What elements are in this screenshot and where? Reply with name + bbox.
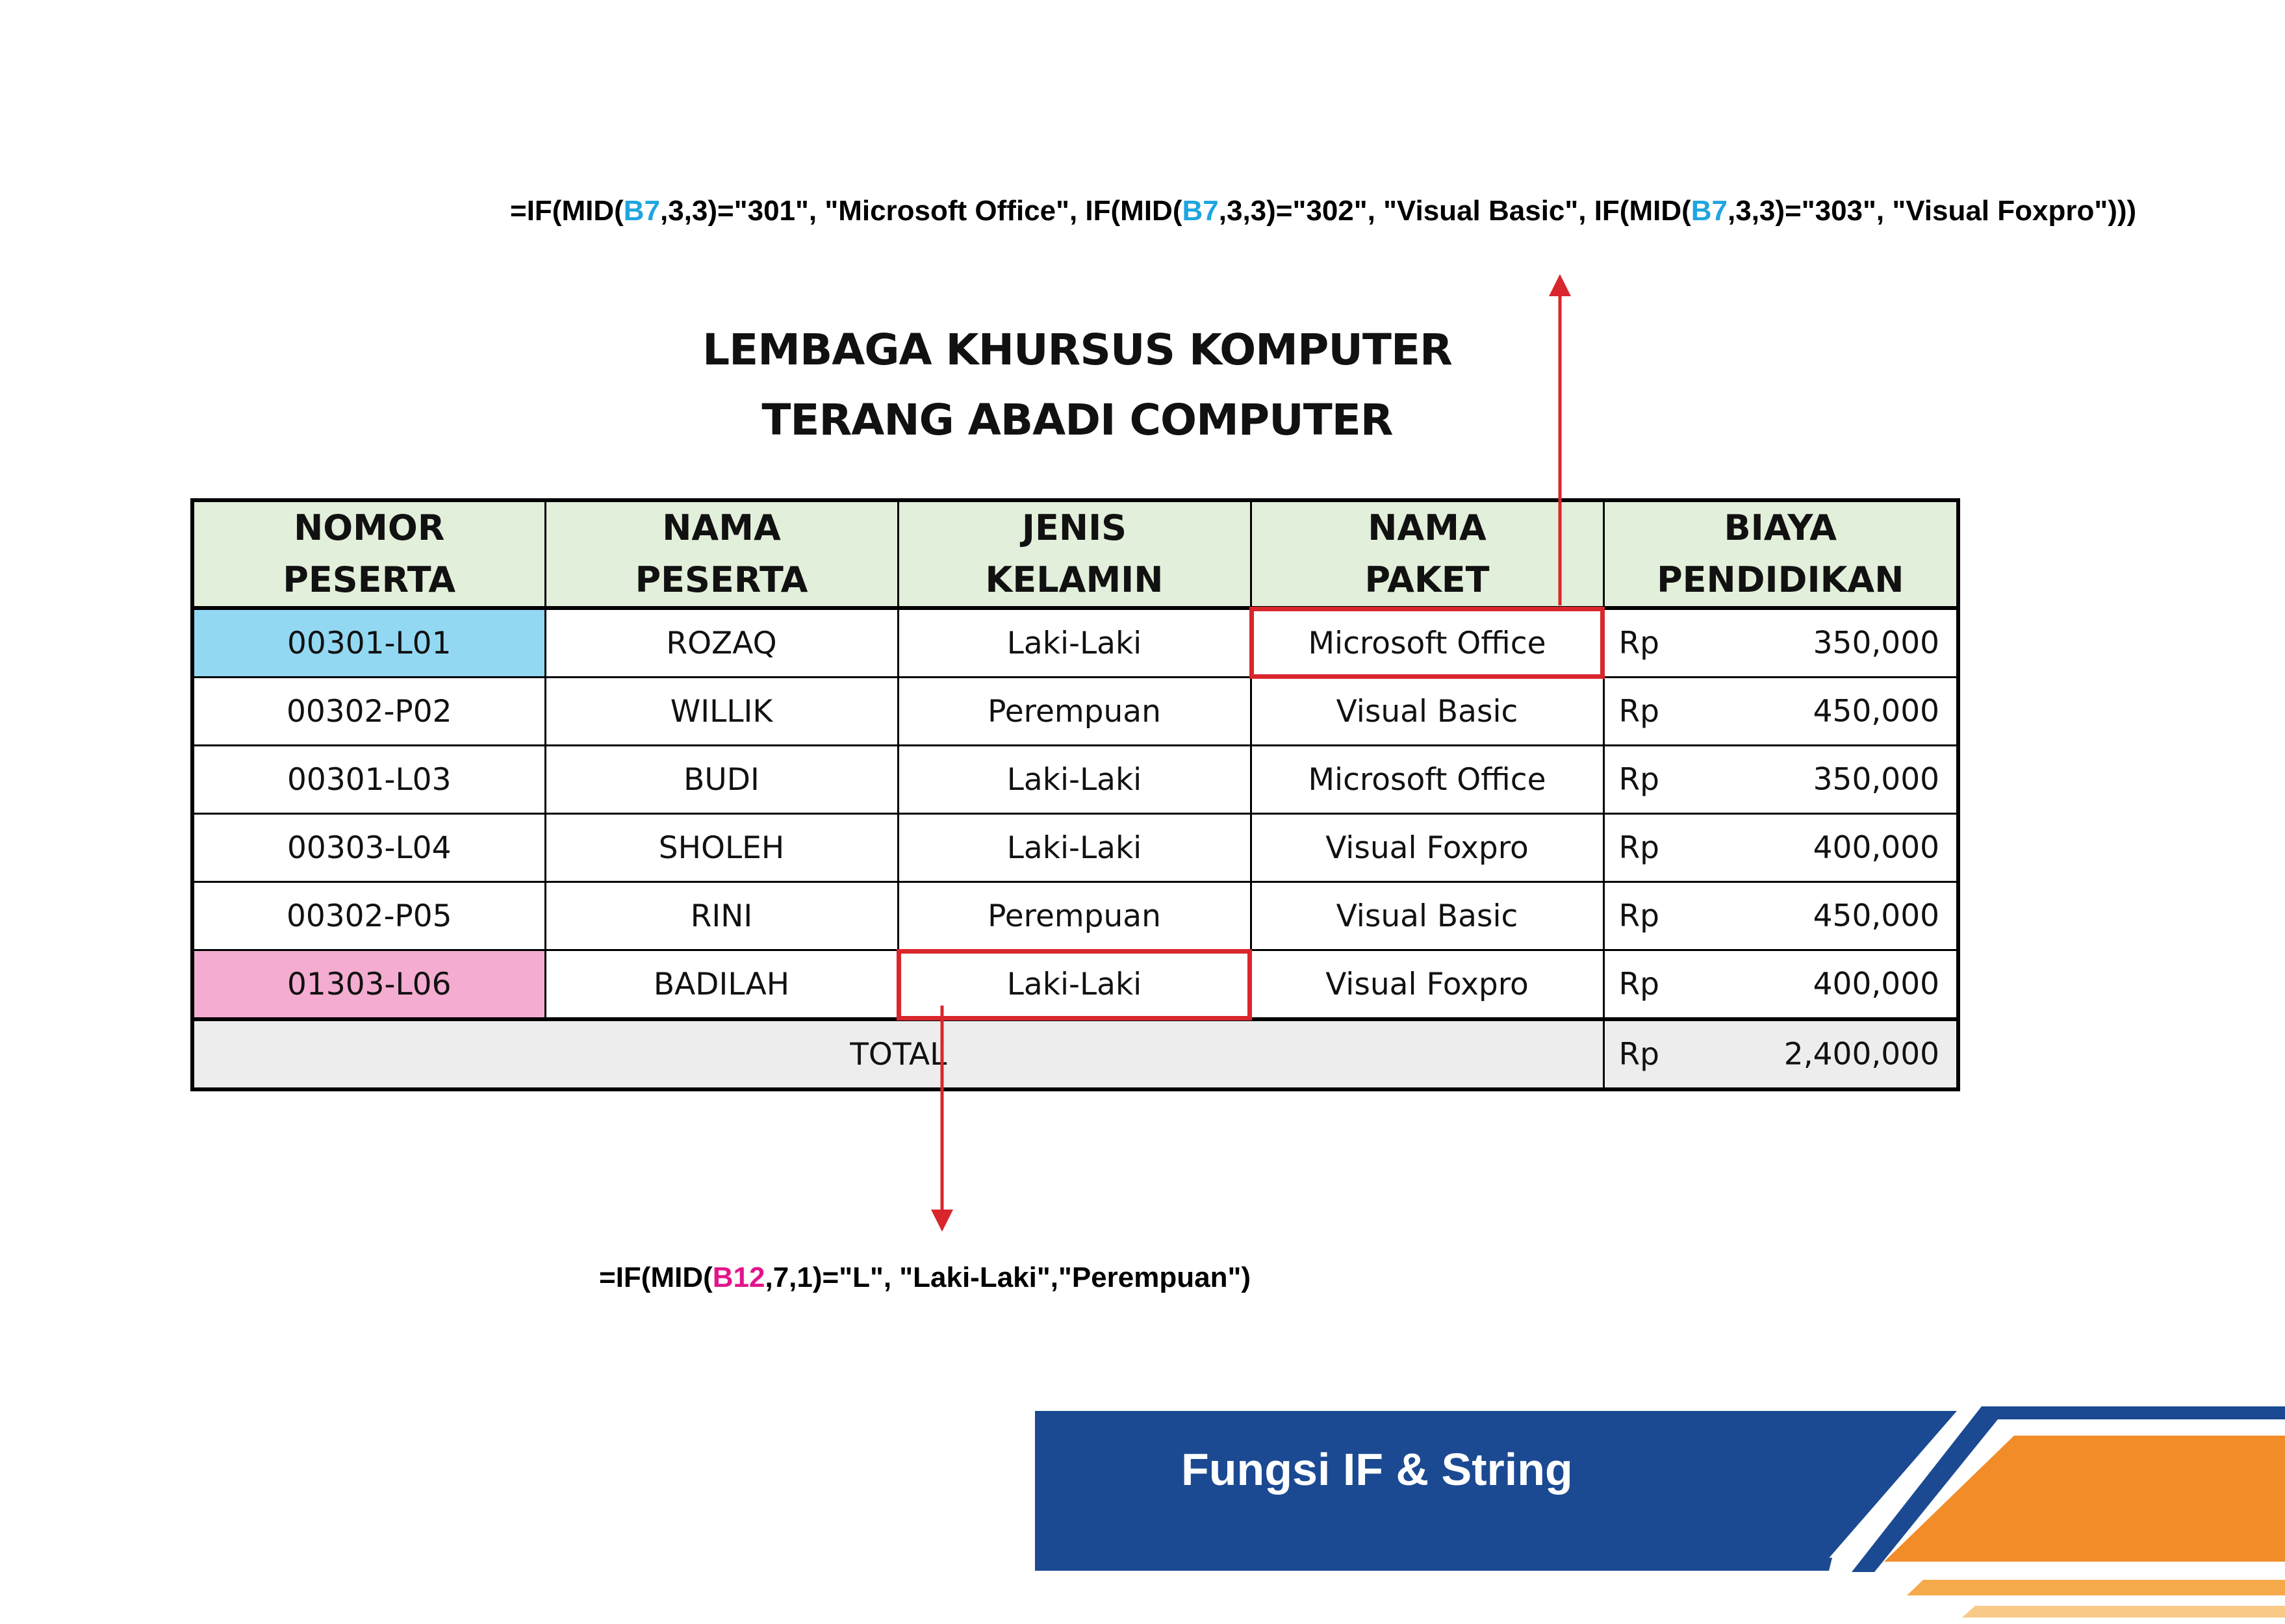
amount-value: 400,000 — [1813, 966, 1939, 1002]
amount-value: 450,000 — [1813, 898, 1939, 934]
cell-nama[interactable]: BADILAH — [545, 950, 898, 1020]
header-nama-peserta: NAMA PESERTA — [545, 500, 898, 608]
formula-top-part4: ,3,3)="303", "Visual Foxpro"))) — [1728, 195, 2137, 227]
cell-kelamin[interactable]: Laki-Laki — [898, 608, 1251, 678]
cell-paket[interactable]: Visual Basic — [1251, 882, 1603, 950]
total-label[interactable]: TOTAL — [192, 1019, 1603, 1089]
currency-label: Rp — [1618, 966, 1659, 1002]
currency-label: Rp — [1618, 830, 1659, 866]
header-nomor-peserta: NOMOR PESERTA — [192, 500, 545, 608]
cell-paket[interactable]: Visual Foxpro — [1251, 814, 1603, 882]
formula-bottom-part1: =IF(MID( — [599, 1262, 713, 1293]
header-biaya-pendidikan: BIAYA PENDIDIKAN — [1603, 500, 1958, 608]
cell-kelamin[interactable]: Perempuan — [898, 678, 1251, 746]
footer-orange-stripe-1 — [1907, 1580, 2285, 1595]
cell-nama[interactable]: BUDI — [545, 746, 898, 814]
cell-paket[interactable]: Visual Basic — [1251, 678, 1603, 746]
total-amount-value: 2,400,000 — [1783, 1036, 1939, 1072]
cell-nama[interactable]: ROZAQ — [545, 608, 898, 678]
cell-nama[interactable]: RINI — [545, 882, 898, 950]
formula-top-part3: ,3,3)="302", "Visual Basic", IF(MID( — [1218, 195, 1691, 227]
formula-top-part1: =IF(MID( — [510, 195, 624, 227]
amount-value: 350,000 — [1813, 625, 1939, 661]
cell-paket-highlighted[interactable]: Microsoft Office — [1251, 608, 1603, 678]
cell-kelamin-highlighted[interactable]: Laki-Laki — [898, 950, 1251, 1020]
amount-value: 350,000 — [1813, 761, 1939, 798]
cell-paket[interactable]: Visual Foxpro — [1251, 950, 1603, 1020]
footer-title: Fungsi IF & String — [1181, 1444, 1573, 1495]
cell-paket[interactable]: Microsoft Office — [1251, 746, 1603, 814]
currency-label: Rp — [1618, 1036, 1659, 1072]
cell-nomor[interactable]: 00301-L01 — [192, 608, 545, 678]
title-line1: LEMBAGA KHURSUS KOMPUTER — [702, 325, 1452, 375]
amount-value: 450,000 — [1813, 693, 1939, 730]
title-line2: TERANG ABADI COMPUTER — [761, 395, 1393, 445]
cell-kelamin[interactable]: Perempuan — [898, 882, 1251, 950]
cell-nomor[interactable]: 01303-L06 — [192, 950, 545, 1020]
footer-blue-underline — [1035, 1558, 1832, 1571]
formula-bottom-part2: ,7,1)="L", "Laki-Laki","Perempuan") — [765, 1262, 1251, 1293]
formula-top-part2: ,3,3)="301", "Microsoft Office", IF(MID( — [660, 195, 1182, 227]
footer-orange-stripe-2 — [1962, 1606, 2285, 1618]
currency-label: Rp — [1618, 898, 1659, 934]
cell-kelamin[interactable]: Laki-Laki — [898, 746, 1251, 814]
cell-nama[interactable]: WILLIK — [545, 678, 898, 746]
cell-nomor[interactable]: 00303-L04 — [192, 814, 545, 882]
currency-label: Rp — [1618, 625, 1659, 661]
currency-label: Rp — [1618, 761, 1659, 798]
cell-nama[interactable]: SHOLEH — [545, 814, 898, 882]
formula-bottom-ref: B12 — [712, 1262, 765, 1293]
formula-top-ref1: B7 — [623, 195, 661, 227]
cell-nomor[interactable]: 00302-P02 — [192, 678, 545, 746]
currency-label: Rp — [1618, 693, 1659, 730]
header-jenis-kelamin: JENIS KELAMIN — [898, 500, 1251, 608]
cell-nomor[interactable]: 00301-L03 — [192, 746, 545, 814]
formula-top-ref3: B7 — [1691, 195, 1728, 227]
header-nama-paket: NAMA PAKET — [1251, 500, 1603, 608]
amount-value: 400,000 — [1813, 830, 1939, 866]
formula-top-ref2: B7 — [1182, 195, 1219, 227]
cell-kelamin[interactable]: Laki-Laki — [898, 814, 1251, 882]
cell-nomor[interactable]: 00302-P05 — [192, 882, 545, 950]
